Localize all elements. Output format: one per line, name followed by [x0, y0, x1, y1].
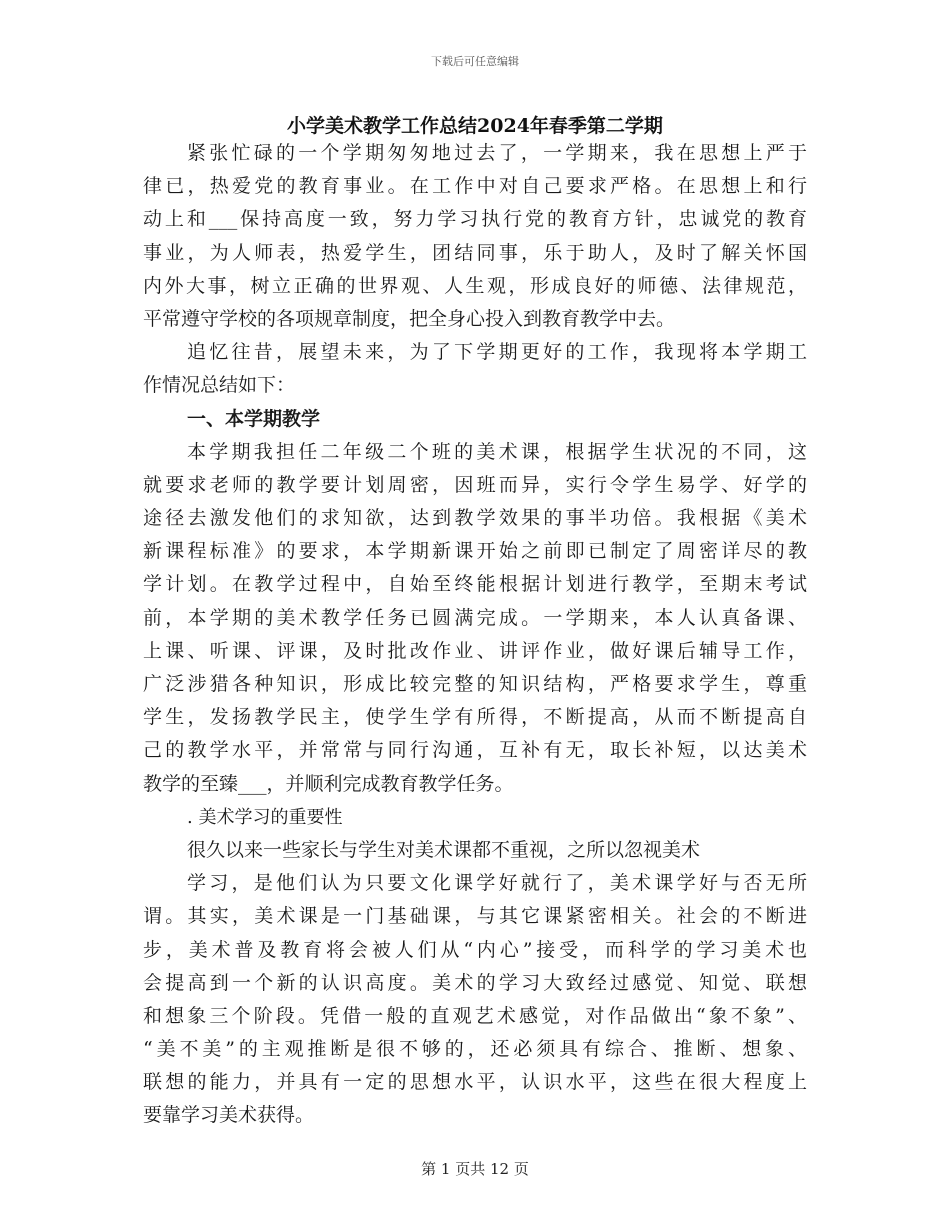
paragraph-line: 广泛涉猎各种知识，形成比较完整的知识结构，严格要求学生，尊重 [143, 673, 807, 695]
paragraph-line: 途径去激发他们的求知欲，达到教学效果的事半功倍。我根据《美术 [143, 507, 807, 530]
section-heading: 一、本学期教学 [187, 407, 321, 430]
paragraph-line: 作情况总结如下： [143, 374, 296, 397]
paragraph-line: 要靠学习美术获得。 [143, 1104, 315, 1127]
paragraph-line: 追忆往昔，展望未来，为了下学期更好的工作，我现将本学期工 [187, 341, 807, 364]
subsection-heading: . 美术学习的重要性 [187, 806, 343, 828]
paragraph-line: 学习，是他们认为只要文化课学好就行了，美术课学好与否无所 [187, 872, 807, 895]
paragraph-line: 步，美术普及教育将会被人们从“内心”接受，而科学的学习美术也 [143, 938, 807, 961]
paragraph-line: 事业，为人师表，热爱学生，团结同事，乐于助人，及时了解关怀国 [143, 241, 807, 264]
header-note: 下载后可任意编辑 [431, 55, 519, 68]
paragraph-line: 前，本学期的美术教学任务已圆满完成。一学期来，本人认真备课、 [143, 606, 807, 629]
paragraph-line: 联想的能力，并具有一定的思想水平，认识水平，这些在很大程度上 [143, 1071, 807, 1094]
paragraph-line: 教学的至臻___，并顺利完成教育教学任务。 [143, 772, 514, 795]
paragraph-line: 就要求老师的教学要计划周密，因班而异，实行令学生易学、好学的 [143, 473, 807, 496]
paragraph-line: 新课程标准》的要求，本学期新课开始之前即已制定了周密详尽的教 [143, 540, 807, 563]
paragraph-line: 上课、听课、评课，及时批改作业、讲评作业，做好课后辅导工作， [143, 639, 807, 662]
paragraph-line: 律已，热爱党的教育事业。在工作中对自己要求严格。在思想上和行 [143, 175, 807, 198]
paragraph-line: 内外大事，树立正确的世界观、人生观，形成良好的师德、法律规范， [143, 274, 807, 297]
page-number: 第 1 页共 12 页 [421, 1160, 529, 1178]
paragraph-line: 学生，发扬教学民主，使学生学有所得，不断提高，从而不断提高自 [143, 706, 807, 729]
paragraph-line: 会提高到一个新的认识高度。美术的学习大致经过感觉、知觉、联想 [143, 971, 807, 994]
paragraph-line: 谓。其实，美术课是一门基础课，与其它课紧密相关。社会的不断进 [143, 905, 807, 928]
document-body [143, 137, 807, 1133]
paragraph-line: 和想象三个阶段。凭借一般的直观艺术感觉，对作品做出“象不象”、 [143, 1004, 807, 1027]
paragraph-line: 动上和___保持高度一致，努力学习执行党的教育方针，忠诚党的教育 [143, 208, 807, 231]
paragraph-line: 很久以来一些家长与学生对美术课都不重视，之所以忽视美术 [187, 838, 701, 861]
paragraph-line: 平常遵守学校的各项规章制度，把全身心投入到教育教学中去。 [143, 307, 676, 330]
paragraph-line: 学计划。在教学过程中，自始至终能根据计划进行教学，至期末考试 [143, 573, 807, 596]
paragraph-line: 本学期我担任二年级二个班的美术课，根据学生状况的不同，这 [187, 440, 807, 463]
paragraph-line: 紧张忙碌的一个学期匆匆地过去了，一学期来，我在思想上严于 [187, 142, 807, 164]
paragraph-line: 己的教学水平，并常常与同行沟通，互补有无，取长补短，以达美术 [143, 739, 807, 762]
paragraph-line: “美不美”的主观推断是很不够的，还必须具有综合、推断、想象、 [143, 1038, 807, 1061]
document-title: 小学美术教学工作总结2024年春季第二学期 [287, 115, 663, 137]
